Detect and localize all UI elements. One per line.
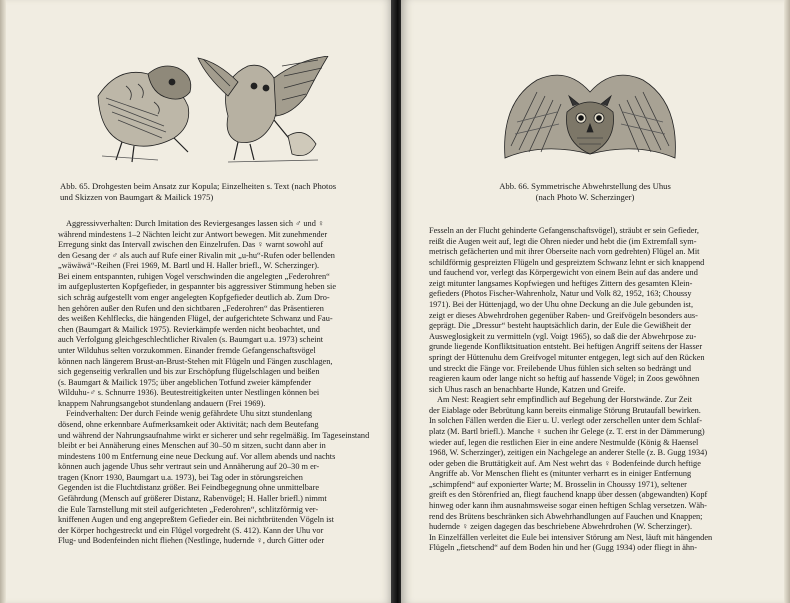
text-line: der Eiablage oder Bebrütung kann bereits einmalige Störung Brutaufall bewirken.	[429, 405, 701, 415]
text-line: In Einzelfällen verleitet die Eule bei intensiver Störung am Nest, läuft mit hängenden	[429, 532, 713, 542]
text-line: zeigt mitunter langsames Kopfwiegen und heftiges Zittern des gesamten Klein-	[429, 278, 693, 288]
text-line: dösend, ohne erkennbare Aufmerksamkeit oder Aktivität; nach dem Beutefang	[58, 419, 319, 429]
figure-66-owl-defense-drawing	[497, 62, 683, 166]
text-line: oder geben die Bruttätigkeit auf. Am Nest wehrt das ♀ Bodenfeinde durch heftige	[429, 458, 701, 468]
text-line: im aufgeplusterten Kopfgefieder, in gespannter bis aggressiver Stimmung heben sie	[58, 282, 336, 292]
text-line: geprägt. Die „Dressur“ besteht hauptsächlich darin, der Eule die Gewißheit der	[429, 321, 692, 331]
right-body-text	[429, 226, 751, 554]
text-line: „wäwäwä“-Reihen (Frei 1969, M. Bartl und H. Haller briefl., W. Scherzinger).	[58, 261, 320, 271]
text-line: sich gegenseitig verkrallen und bis zur Erschöpfung flügelschlagen und beißen	[58, 367, 320, 377]
text-line: grunde liegende Konfliktsituation entsteht. Bei heftigen Angriff seitens der Hasser	[429, 342, 703, 352]
text-line: hinweg oder kann ihm ausnahmsweise sogar einen heftigen Schlag versetzen. Wäh-	[429, 501, 707, 511]
text-line: hen gehören außer den Rufen und den sichtbaren „Federohren“ das Präsentieren	[58, 303, 324, 313]
text-line: mindestens 100 m Entfernung eine neue Deckung auf. Vor allem abends und nachts	[58, 451, 336, 461]
text-line: können nach längerem Brust-an-Brust-Stehen mit Flügeln und Fängen zuschlagen,	[58, 356, 333, 366]
text-line: Feindverhalten: Der durch Feinde wenig gefährdete Uhu sitzt stundenlang	[66, 409, 313, 419]
owl-drawing-right	[198, 56, 328, 162]
text-line: hudernde ♀ zeigen dagegen das beschriebene Abwehrdrohen (W. Scherzinger).	[429, 522, 693, 532]
text-line: Ausweglosigkeit zu vermitteln (vgl. Voigt 1965), so daß die der Abwehrpose zu-	[429, 331, 697, 341]
caption-line: und Skizzen von Baumgart & Mailick 1975)	[60, 192, 214, 202]
text-line: reißt die Augen weit auf, legt die Ohren nieder und hebt die (im Extremfall sym-	[429, 236, 697, 246]
caption-line: Abb. 65. Drohgesten beim Ansatz zur Kopula; Einzelheiten s. Text (nach Photos	[60, 181, 337, 191]
text-line: und streckt die Fänge vor. Freilebende Uhus fühlen sich selten so bedrängt und	[429, 363, 691, 373]
text-line: bleibt er bei Annäherung eines Menschen auf 30–50 m sitzen, sucht dann aber in	[58, 441, 326, 451]
text-line: rend des Brütens beschränken sich Abwehrhandlungen auf Fauchen und Knappen;	[429, 511, 703, 521]
text-line: chen (Baumgart & Mailick 1975). Revierkämpfe werden nicht beobachtet, und	[58, 324, 320, 334]
text-line: Gegenden ist die Fluchtdistanz größer. Bei Feindbegegnung ohne unmittelbare	[58, 483, 320, 493]
right-page	[401, 0, 790, 603]
text-line: metrisch gefächerten und mit ihrer Oberseite nach vorn gedrehten) Flügel an. Mit	[429, 247, 700, 257]
text-line: Flug- und Bodenfeinden nicht fliehen (Nestlinge, hudernde ♀, durch Gitter oder	[58, 536, 325, 546]
text-line: wieder auf, legen die restlichen Eier in eine andere Nestmulde (König & Haensel	[429, 437, 699, 447]
text-line: kniffenen Augen und eng angepreßtem Gefieder ein. Bei nichtbrütenden Vögeln ist	[58, 515, 334, 525]
text-line: Fesseln an der Flucht gehinderte Gefangenschaftsvögel), sträubt er sein Gefieder,	[429, 226, 699, 235]
text-line: zeigt er dieses Abwehrdrohen gegenüber Raben- und Greifvögeln besonders aus-	[429, 310, 698, 320]
text-line: Aggressivverhalten: Durch Imitation des Reviergesanges lassen sich ♂ und ♀	[66, 219, 325, 228]
text-line: In solchen Fällen werden die Eier u. U. verlegt oder zerschellen unter dem Schlaf-	[429, 416, 702, 426]
text-line: der Körper hochgestreckt und ein Flügel vorgedreht (S. 412). Kann der Uhu vor	[58, 525, 324, 535]
text-line: die Eule Tarnstellung mit steil aufgerichteten „Federohren“, schlitzförmig ver-	[58, 504, 319, 514]
text-line: während mindestens 1–2 Nächten leicht zur Antwort bewegen. Mit zunehmender	[58, 229, 328, 239]
caption-line: (nach Photo W. Scherzinger)	[535, 192, 635, 202]
text-line: greift es den Störenfried an, fliegt fauchend knapp über dessen (abgewandten) Kopf	[429, 490, 708, 500]
text-line: reagieren kaum oder lange nicht so heftig auf hassende Vögel; in Zoos gewöhnen	[429, 374, 700, 384]
text-line: Gefährdung (Mensch auf größerer Distanz, Rabenvögel; H. Haller briefl.) nimmt	[58, 494, 327, 504]
text-line: gefieders (Photos Fischer-Wahrenholz, Natur und Volk 82, 1952, 163; Choussy	[429, 289, 692, 299]
text-line: und fauchend vor, verlegt das Körpergewicht von einem Bein auf das andere und	[429, 268, 698, 278]
text-line: Angriffe ab. Vor Menschen flieht es (mitunter verharrt es in einiger Entfernung	[429, 469, 692, 479]
text-line: tragen (Knorr 1930, Baumgart u.a. 1973), bei Tag oder in störungsreichen	[58, 472, 303, 482]
text-line: auch Verfolgung gleichgeschlechtlicher Rivalen (s. Baumgart u.a. 1973) scheint	[58, 335, 324, 345]
text-line: platz (M. Bartl briefl.). Manche ♀ suchen ihr Gelege (z. T. erst in der Dämmerung)	[429, 426, 705, 436]
left-body-text	[58, 219, 380, 547]
text-line: (s. Baumgart & Mailick 1975; über angeblichen Totfund zweier kämpfender	[58, 377, 312, 387]
text-line: Erregung sinkt das Intervall zwischen den Einzelrufen. Das ♀ warnt sowohl auf	[58, 240, 324, 250]
figure-65-caption	[60, 181, 380, 203]
text-line: Flügeln „fietschend“ auf dem Boden hin und her (Gugg 1934) oder fliegt in ähn-	[429, 543, 697, 553]
text-line: und während der Nahrungsaufnahme wirkt er sicherer und sehr regelmäßig. Im Tageseinstand	[58, 430, 370, 440]
text-line: sich schräg aufgestellt vom enger angelegten Kopfgefieder deutlich ab. Zum Dro-	[58, 293, 330, 303]
owl-drawing-left	[98, 66, 191, 162]
text-line: knappem Nahrungsangebot stundenlang andauern (Frei 1969).	[58, 398, 266, 408]
page-edge-right	[784, 0, 790, 603]
text-line: „schimpfend“ auf exponierter Warte; M. Brosselin in Choussy 1971), seltener	[429, 479, 687, 489]
text-line: 1971). Bei der Hüttenjagd, wo der Uhu ohne Deckung an die Jule gebunden ist,	[429, 300, 694, 310]
text-line: 1968, W. Scherzinger), zeitigen ein Nachgelege an anderer Stelle (z. B. Gugg 1934)	[429, 448, 708, 458]
figure-66-caption	[461, 181, 709, 203]
text-line: können auch jagende Uhus sehr vertraut sein und Annäherung auf 20–30 m er-	[58, 462, 320, 472]
text-line: unter Wilduhus selten vorzukommen. Einander fremde Gefangenschaftsvögel	[58, 345, 316, 355]
page-edge-left	[0, 0, 6, 603]
text-line: sich Uhus rasch an benachbarte Hunde, Katzen und Greife.	[429, 384, 626, 394]
caption-line: Abb. 66. Symmetrische Abwehrstellung des Uhus	[499, 181, 671, 191]
text-line: Am Nest: Reagiert sehr empfindlich auf Begehung der Horstwände. Zur Zeit	[437, 395, 693, 405]
text-line: des weißen Kehlflecks, die hängenden Flügel, der aufgerichtete Schwanz und Fau-	[58, 314, 333, 324]
text-line: Bei einem entspannten, ruhigen Vogel verschwinden die angelegten „Federohren“	[58, 271, 330, 281]
left-page	[0, 0, 393, 603]
figure-65-owl-drawings	[78, 56, 340, 170]
text-line: Wilduhu-♂ s. Schnurre 1936). Beutestreitigkeiten unter Nestlingen können bei	[58, 388, 320, 398]
text-line: den Gesang der ♂ als auch auf Rufe einer Rivalin mit „u-hu“-Rufen oder bellenden	[58, 250, 335, 260]
text-line: springt der Hüttenuhu dem Greifvogel mitunter entgegen, legt sich auf den Rücken	[429, 352, 705, 362]
text-line: schildförmig gespreizten Flügeln und gespreiztem Schwanz lehnt er sich knappend	[429, 257, 705, 267]
